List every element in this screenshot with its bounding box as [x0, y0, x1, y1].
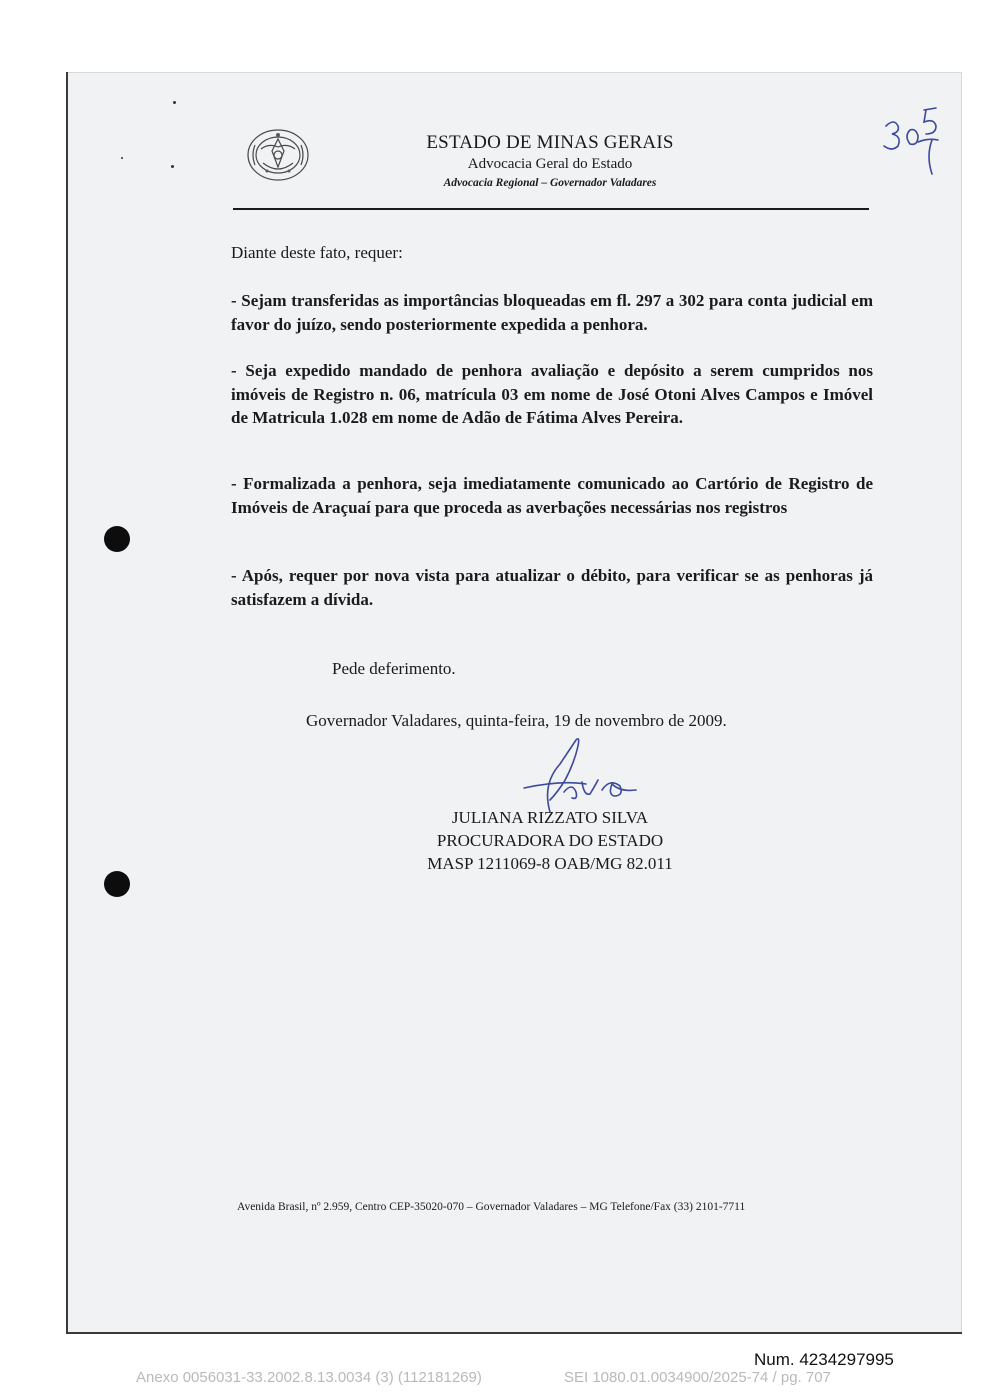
dateline: Governador Valadares, quinta-feira, 19 de novembro de 2009. [306, 711, 727, 730]
scan-edge-left [66, 72, 68, 1334]
signatory-ids: MASP 1211069-8 OAB/MG 82.011 [427, 854, 673, 873]
sei-stamp: SEI 1080.01.0034900/2025-74 / pg. 707 [564, 1369, 831, 1386]
punch-hole-bottom [104, 871, 130, 897]
scan-speck [121, 157, 123, 159]
document-number-stamp: Num. 4234297995 [754, 1350, 894, 1369]
request-intro: Diante deste fato, requer: [231, 243, 403, 262]
scan-edge-bottom [66, 1332, 962, 1334]
state-coat-of-arms-icon [243, 127, 313, 183]
request-item: - Sejam transferidas as importâncias bloqueadas em fl. 297 a 302 para conta judicial em favor do juízo, sendo posteriormente expedida a penhora. [231, 291, 873, 334]
request-item: - Após, requer por nova vista para atualizar o débito, para verificar se as penhoras já satisfazem a dívida. [231, 566, 873, 609]
footer-address: Avenida Brasil, nº 2.959, Centro CEP-35020-070 – Governador Valadares – MG Telefone/Fax (33) 2101-7711 [237, 1201, 746, 1213]
scanned-page [66, 72, 962, 1334]
request-item: - Formalizada a penhora, seja imediatamente comunicado ao Cartório de Registro de Imóveis de Araçuaí para que proceda as averbações necessárias nos registros [231, 474, 873, 517]
handwritten-page-number [880, 100, 950, 180]
request-item: - Seja expedido mandado de penhora avaliação e depósito a serem cumpridos nos imóveis de Registro n. 06, matrícula 03 em nome de José Otoni Alves Campos e Imóvel de Matricula 1.028 em nome de Adão de Fátima Alves Pereira. [231, 361, 873, 427]
header-divider [233, 208, 869, 210]
punch-hole-top [104, 526, 130, 552]
annex-stamp: Anexo 0056031-33.2002.8.13.0034 (3) (112181269) [136, 1369, 482, 1386]
handwritten-signature [520, 734, 650, 814]
header-agency: Advocacia Geral do Estado [467, 156, 633, 172]
closing-phrase: Pede deferimento. [332, 659, 456, 678]
scan-speck [171, 165, 174, 168]
header-regional: Advocacia Regional – Governador Valadares [443, 177, 657, 189]
signatory-role: PROCURADORA DO ESTADO [436, 831, 664, 850]
signatory-name: JULIANA RIZZATO SILVA [451, 808, 649, 827]
header-state: ESTADO DE MINAS GERAIS [426, 132, 674, 153]
scan-speck [173, 101, 176, 104]
